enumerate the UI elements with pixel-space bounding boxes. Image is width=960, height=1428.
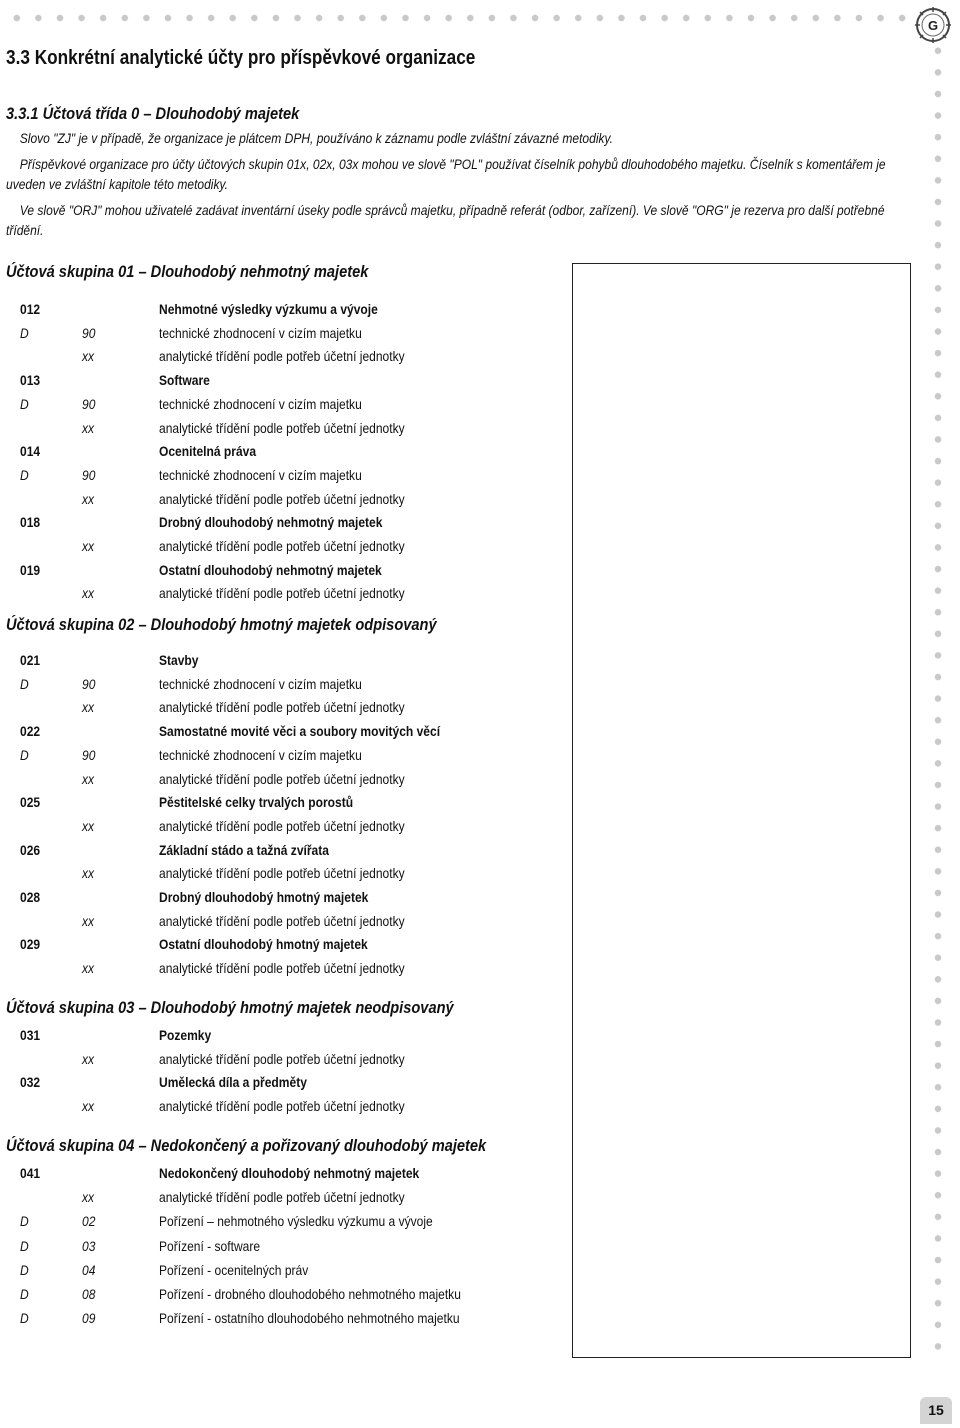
paragraph-orj: Ve slově "ORJ" mohou uživatelé zadávat inventární úseky podle správců majetku, případně referát (odbor, zařízení). Ve slově "ORG" je rezerva pro další potřebné třídění. — [6, 202, 885, 238]
row-description: Nehmotné výsledky výzkumu a vývoje — [159, 301, 378, 317]
row-analytic: xx — [82, 490, 95, 507]
row-description: analytické třídění podle potřeb účetní jednotky — [159, 770, 405, 787]
row-analytic: 02 — [82, 1213, 96, 1230]
row-analytic: xx — [82, 960, 95, 977]
row-code: D — [20, 1286, 29, 1302]
row-code: D — [20, 1261, 29, 1278]
row-code: D — [20, 324, 29, 341]
row-analytic: 90 — [82, 395, 96, 412]
row-description: technické zhodnocení v cizím majetku — [159, 395, 362, 412]
row-code: D — [20, 395, 29, 412]
row-description: Drobný dlouhodobý nehmotný majetek — [159, 514, 383, 531]
row-code: 026 — [20, 841, 41, 858]
row-description: Samostatné movité věci a soubory movitých věcí — [159, 723, 441, 740]
row-analytic: xx — [82, 538, 95, 554]
row-description: analytické třídění podle potřeb účetní jednotky — [159, 1189, 405, 1206]
row-code: D — [20, 466, 29, 483]
row-description: technické zhodnocení v cizím majetku — [159, 675, 362, 692]
row-description: analytické třídění podle potřeb účetní jednotky — [159, 960, 405, 977]
row-code: 031 — [20, 1027, 41, 1043]
row-description: Stavby — [159, 652, 199, 668]
row-code: 013 — [20, 372, 41, 389]
row-description: Ostatní dlouhodobý nehmotný majetek — [159, 561, 382, 578]
row-description: Pořízení - drobného dlouhodobého nehmotného majetku — [159, 1286, 461, 1302]
row-code: D — [20, 746, 29, 763]
row-analytic: xx — [82, 865, 95, 882]
row-code: 041 — [20, 1165, 41, 1181]
row-description: analytické třídění podle potřeb účetní jednotky — [159, 348, 405, 365]
page-number: 15 — [920, 1397, 952, 1424]
publisher-logo-icon — [914, 6, 952, 44]
row-code: D — [20, 1310, 29, 1327]
row-analytic: xx — [82, 419, 95, 436]
row-code: 022 — [20, 723, 41, 740]
row-analytic: 03 — [82, 1237, 96, 1254]
row-analytic: 09 — [82, 1310, 96, 1327]
group-title-2: Účtová skupina 02 – Dlouhodobý hmotný majetek odpisovaný — [6, 615, 437, 634]
row-analytic: 90 — [82, 746, 96, 763]
row-analytic: 08 — [82, 1286, 96, 1302]
logo-letter: G — [927, 18, 939, 33]
row-code: 028 — [20, 889, 41, 905]
empty-frame — [572, 263, 911, 1358]
row-analytic: xx — [82, 1050, 95, 1067]
row-description: technické zhodnocení v cizím majetku — [159, 324, 362, 341]
row-description: Pěstitelské celky trvalých porostů — [159, 794, 354, 811]
row-analytic: xx — [82, 1098, 95, 1115]
row-description: analytické třídění podle potřeb účetní jednotky — [159, 1050, 405, 1067]
row-analytic: xx — [82, 912, 95, 929]
row-description: analytické třídění podle potřeb účetní jednotky — [159, 865, 405, 882]
row-description: analytické třídění podle potřeb účetní jednotky — [159, 490, 405, 507]
row-description: Ostatní dlouhodobý hmotný majetek — [159, 936, 368, 953]
row-analytic: xx — [82, 585, 95, 602]
row-code: D — [20, 1213, 29, 1230]
row-description: Umělecká díla a předměty — [159, 1074, 307, 1091]
right-dot-border — [933, 40, 943, 1360]
row-description: analytické třídění podle potřeb účetní jednotky — [159, 912, 405, 929]
group-title-1: Účtová skupina 01 – Dlouhodobý nehmotný majetek — [6, 262, 369, 281]
row-analytic: xx — [82, 770, 95, 787]
row-description: Pořízení – nehmotného výsledku výzkumu a vývoje — [159, 1213, 433, 1230]
group-title-4: Účtová skupina 04 – Nedokončený a pořizovaný dlouhodobý majetek — [6, 1136, 487, 1155]
row-code: 012 — [20, 301, 41, 317]
row-code: 014 — [20, 443, 41, 460]
paragraph-pol: Příspěvkové organizace pro účty účtových skupin 01x, 02x, 03x mohou ve slově "POL" používat číselník pohybů dlouhodobého majetku. Číselník s komentářem je uveden ve zvláštní kapitole této metodiky. — [6, 156, 886, 192]
row-description: technické zhodnocení v cizím majetku — [159, 746, 362, 763]
row-code: 019 — [20, 561, 41, 578]
row-description: Základní stádo a tažná zvířata — [159, 841, 329, 858]
row-description: Ocenitelná práva — [159, 443, 257, 460]
row-description: Software — [159, 372, 210, 389]
subsection-heading: 3.3.1 Účtová třída 0 – Dlouhodobý majetek — [6, 104, 300, 123]
row-code: D — [20, 675, 29, 692]
row-code: 032 — [20, 1074, 41, 1091]
row-description: analytické třídění podle potřeb účetní jednotky — [159, 817, 405, 834]
row-analytic: xx — [82, 699, 95, 716]
row-description: analytické třídění podle potřeb účetní jednotky — [159, 585, 405, 602]
row-description: Drobný dlouhodobý hmotný majetek — [159, 889, 369, 905]
paragraph-zj: Slovo "ZJ" je v případě, že organizace je plátcem DPH, používáno k záznamu podle zvláštní závazné metodiky. — [19, 130, 613, 146]
row-description: technické zhodnocení v cizím majetku — [159, 466, 362, 483]
row-description: analytické třídění podle potřeb účetní jednotky — [159, 1098, 405, 1115]
group-title-3: Účtová skupina 03 – Dlouhodobý hmotný majetek neodpisovaný — [6, 998, 454, 1017]
row-description: Pozemky — [159, 1027, 212, 1043]
row-code: D — [20, 1237, 29, 1254]
row-analytic: 90 — [82, 324, 96, 341]
row-analytic: xx — [82, 348, 95, 365]
row-analytic: xx — [82, 1189, 95, 1206]
row-analytic: 90 — [82, 675, 96, 692]
row-code: 029 — [20, 936, 41, 953]
section-heading: 3.3 Konkrétní analytické účty pro příspěvkové organizace — [6, 47, 476, 69]
row-description: analytické třídění podle potřeb účetní jednotky — [159, 699, 405, 716]
row-code: 018 — [20, 514, 41, 531]
row-description: Nedokončený dlouhodobý nehmotný majetek — [159, 1165, 420, 1181]
row-description: analytické třídění podle potřeb účetní jednotky — [159, 538, 405, 554]
top-dot-border — [6, 14, 906, 22]
row-analytic: 90 — [82, 466, 96, 483]
row-code: 025 — [20, 794, 41, 811]
row-code: 021 — [20, 652, 41, 668]
row-description: Pořízení - ocenitelných práv — [159, 1261, 309, 1278]
row-analytic: xx — [82, 817, 95, 834]
row-description: Pořízení - software — [159, 1237, 261, 1254]
row-description: analytické třídění podle potřeb účetní jednotky — [159, 419, 405, 436]
row-analytic: 04 — [82, 1261, 96, 1278]
row-description: Pořízení - ostatního dlouhodobého nehmotného majetku — [159, 1310, 460, 1327]
